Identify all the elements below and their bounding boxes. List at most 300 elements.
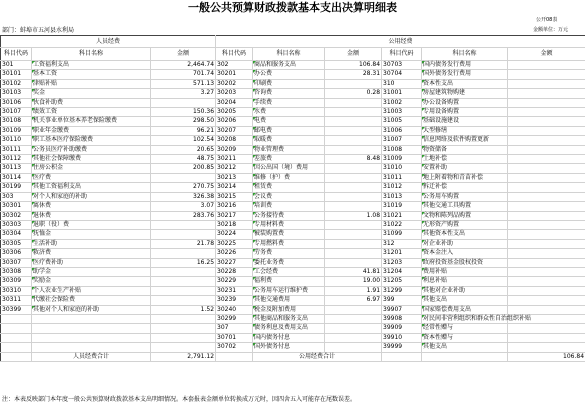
subject-name: 对民间非营利组织和群众性自治组织补贴	[423, 314, 532, 322]
table-row	[1, 126, 585, 135]
subject-code: 30207	[216, 126, 253, 135]
subject-code: 30201	[216, 70, 253, 79]
subject-name: 国内债务发行费用	[422, 61, 508, 70]
col-header-name: 科目名称	[32, 48, 151, 61]
subject-code: 30702	[216, 343, 253, 352]
subject-code: 30311	[1, 296, 32, 305]
subject-name: 专用设备购置	[422, 108, 508, 117]
subject-code: 39999	[382, 343, 422, 352]
amount: 41.81	[325, 267, 382, 276]
amount: 0.28	[325, 89, 382, 98]
amount	[325, 202, 382, 211]
subject-name: 大型修缮	[422, 126, 508, 135]
subject-name: 办公设备购置	[422, 98, 508, 107]
subject-code: 30309	[1, 277, 32, 286]
subject-name: 代缴社会保险费	[32, 296, 151, 305]
amount	[508, 192, 585, 201]
subject-name: 伙食补助费	[32, 98, 151, 107]
amount: 1.08	[325, 211, 382, 220]
amount	[508, 136, 585, 145]
subject-code: 301	[1, 61, 32, 70]
amount	[325, 343, 382, 352]
table-row	[1, 314, 585, 323]
amount: 48.75	[151, 155, 216, 164]
subject-code: 31019	[382, 202, 422, 211]
subject-name: 公务员医疗补助缴费	[32, 145, 151, 154]
amount: 19.00	[325, 277, 382, 286]
subject-code: 30106	[1, 98, 32, 107]
subject-code: 31009	[382, 155, 422, 164]
table-row	[1, 239, 585, 248]
subject-name: 培训费	[253, 202, 325, 211]
subject-name: 专用燃料费	[253, 239, 325, 248]
subject-code: 30211	[216, 155, 253, 164]
subject-code: 39908	[382, 314, 422, 323]
subject-code: 30107	[1, 108, 32, 117]
subject-code: 302	[216, 61, 253, 70]
amount	[508, 173, 585, 182]
amount	[325, 305, 382, 314]
subject-code: 303	[1, 192, 32, 201]
table-row	[1, 202, 585, 211]
amount: 200.85	[151, 164, 216, 173]
col-header-code: 科目代码	[382, 48, 422, 61]
department-label: 部门：蚌埠市五河县水利局	[2, 27, 75, 34]
amount	[508, 333, 585, 342]
subject-name: 其他商品和服务支出	[253, 314, 325, 323]
table-row	[1, 164, 585, 173]
subject-name: 退职（役）费	[32, 220, 151, 229]
subject-name: 基本工资	[32, 70, 151, 79]
subject-name: 办公费	[253, 70, 325, 79]
amount	[325, 183, 382, 192]
col-header-amount: 金额	[151, 48, 216, 61]
subject-name: 租赁费	[253, 183, 325, 192]
subject-name: 职工基本医疗保险缴费	[32, 136, 151, 145]
table-row	[1, 343, 585, 352]
subject-name: 其他交通工具购置	[422, 202, 508, 211]
subject-name: 对企业补助	[422, 239, 508, 248]
subject-code: 30305	[1, 239, 32, 248]
amount	[508, 126, 585, 135]
subject-name: 物业管理费	[253, 145, 325, 154]
subject-code: 30217	[216, 211, 253, 220]
col-header-amount: 金额	[508, 48, 585, 61]
table-row	[1, 324, 585, 333]
table-row	[1, 89, 585, 98]
subject-code: 30214	[216, 183, 253, 192]
subject-name: 商品和服务支出	[253, 61, 325, 70]
table-row	[1, 211, 585, 220]
subject-code	[1, 333, 32, 342]
amount	[508, 239, 585, 248]
amount	[151, 286, 216, 295]
subject-code: 30302	[1, 211, 32, 220]
amount: 298.50	[151, 117, 216, 126]
amount	[508, 117, 585, 126]
table-row	[1, 286, 585, 295]
subject-name: 国家赔偿费用支出	[422, 305, 508, 314]
subject-code: 30299	[216, 314, 253, 323]
subject-code: 30213	[216, 173, 253, 182]
subject-code: 31013	[382, 192, 422, 201]
subject-name: 无形资产购置	[422, 220, 508, 229]
amount: 6.97	[325, 296, 382, 305]
subject-code: 30216	[216, 202, 253, 211]
subject-code: 30307	[1, 258, 32, 267]
amount	[151, 333, 216, 342]
public-total-label: 公用经费合计	[253, 352, 382, 361]
amount	[325, 258, 382, 267]
amount	[325, 230, 382, 239]
subject-name: 机关事业单位基本养老保险缴费	[32, 117, 151, 126]
subject-code: 31005	[382, 117, 422, 126]
amount	[325, 126, 382, 135]
amount	[151, 220, 216, 229]
subject-name: 国外债务发行费用	[422, 70, 508, 79]
subject-name: 职业年金缴费	[32, 126, 151, 135]
subject-code: 30240	[216, 305, 253, 314]
subject-name: 税金及附加费用	[253, 305, 325, 314]
subject-code: 31204	[382, 267, 422, 276]
table-row	[1, 267, 585, 276]
subject-name: 其他对个人和家庭的补助	[32, 305, 151, 314]
amount	[508, 98, 585, 107]
amount	[151, 98, 216, 107]
table-row	[1, 249, 585, 258]
subject-name: 费用补贴	[422, 267, 508, 276]
subject-name: 手续费	[253, 98, 325, 107]
table-row	[1, 333, 585, 342]
subject-name: 电费	[253, 117, 325, 126]
amount	[151, 324, 216, 333]
amount	[325, 164, 382, 173]
subject-name: 劳务费	[253, 249, 325, 258]
table-row	[1, 145, 585, 154]
subject-name: 住房公积金	[32, 164, 151, 173]
table-row	[1, 61, 585, 70]
subject-name: 工会经费	[253, 267, 325, 276]
table-row	[1, 277, 585, 286]
subject-name: 拆迁补偿	[422, 183, 508, 192]
amount	[151, 173, 216, 182]
subject-code: 31099	[382, 230, 422, 239]
amount: 106.84	[325, 61, 382, 70]
subject-name: 维修（护）费	[253, 173, 325, 182]
amount: 102.54	[151, 136, 216, 145]
subject-code: 31205	[382, 277, 422, 286]
subject-code: 31022	[382, 220, 422, 229]
table-row	[1, 173, 585, 182]
amount: 21.78	[151, 239, 216, 248]
subject-code: 30303	[1, 220, 32, 229]
subject-code: 30304	[1, 230, 32, 239]
subject-name: 奖金	[32, 89, 151, 98]
subject-code: 30239	[216, 296, 253, 305]
subject-name: 奖励金	[32, 277, 151, 286]
amount	[508, 155, 585, 164]
amount	[151, 343, 216, 352]
subject-code: 30308	[1, 267, 32, 276]
amount	[151, 249, 216, 258]
subject-code: 30225	[216, 239, 253, 248]
subject-name: 医疗费	[32, 173, 151, 182]
amount: 16.25	[151, 258, 216, 267]
table-row	[1, 230, 585, 239]
subject-code: 30203	[216, 89, 253, 98]
subject-name: 公务接待费	[253, 211, 325, 220]
amount: 150.36	[151, 108, 216, 117]
column-header-row	[1, 48, 585, 61]
subject-code: 30205	[216, 108, 253, 117]
subject-code: 30113	[1, 164, 32, 173]
table-row	[1, 296, 585, 305]
col-header-code: 科目代码	[216, 48, 253, 61]
subject-name: 生活补助	[32, 239, 151, 248]
table-row	[1, 136, 585, 145]
subject-name: 资本性支出	[422, 79, 508, 88]
amount: 2,464.74	[151, 61, 216, 70]
col-header-amount: 金额	[325, 48, 382, 61]
table-row	[1, 258, 585, 267]
subject-name: 对个人和家庭的补助	[32, 192, 151, 201]
subject-name: 委托业务费	[253, 258, 325, 267]
table-row	[1, 117, 585, 126]
subject-name: 物资储备	[422, 145, 508, 154]
subject-name	[32, 333, 151, 342]
amount: 701.74	[151, 70, 216, 79]
subject-code: 30209	[216, 145, 253, 154]
subject-code	[1, 343, 32, 352]
subject-name: 其他交通费用	[253, 296, 325, 305]
amount	[325, 220, 382, 229]
subject-name: 其他支出	[422, 343, 508, 352]
amount	[508, 230, 585, 239]
subject-code: 30701	[216, 333, 253, 342]
subject-code: 30212	[216, 164, 253, 173]
subject-code: 31006	[382, 126, 422, 135]
subject-code: 31201	[382, 249, 422, 258]
subject-name: 专用材料费	[253, 220, 325, 229]
subject-name: 绩效工资	[32, 108, 151, 117]
subject-code: 31299	[382, 286, 422, 295]
amount	[151, 230, 216, 239]
subject-name: 救济费	[32, 249, 151, 258]
amount: 326.38	[151, 192, 216, 201]
amount	[508, 324, 585, 333]
amount: 571.13	[151, 79, 216, 88]
subject-code: 399	[382, 296, 422, 305]
subject-name	[32, 324, 151, 333]
subject-name: 因公出国（境）费用	[253, 164, 325, 173]
table-row	[1, 183, 585, 192]
amount	[508, 286, 585, 295]
amount	[325, 145, 382, 154]
subject-code: 30226	[216, 249, 253, 258]
amount	[508, 277, 585, 286]
amount	[508, 79, 585, 88]
col-header-name: 科目名称	[253, 48, 325, 61]
table-row	[1, 155, 585, 164]
subject-name: 差旅费	[253, 155, 325, 164]
col-header-name: 科目名称	[422, 48, 508, 61]
subject-code: 31012	[382, 183, 422, 192]
subject-code: 310	[382, 79, 422, 88]
subject-name: 文物和陈列品购置	[422, 211, 508, 220]
subject-code: 31008	[382, 145, 422, 154]
subject-code: 39907	[382, 305, 422, 314]
subject-code: 30306	[1, 249, 32, 258]
amount	[151, 277, 216, 286]
amount	[151, 267, 216, 276]
amount	[508, 258, 585, 267]
subject-name: 利息补贴	[422, 277, 508, 286]
amount	[508, 89, 585, 98]
amount	[151, 296, 216, 305]
subject-code	[1, 314, 32, 323]
amount	[325, 173, 382, 182]
subject-code: 39909	[382, 324, 422, 333]
subject-code: 30206	[216, 117, 253, 126]
subject-code: 31002	[382, 98, 422, 107]
subject-name: 国内债务付息	[253, 333, 325, 342]
subject-code: 30110	[1, 136, 32, 145]
amount	[325, 117, 382, 126]
amount	[325, 333, 382, 342]
amount	[508, 70, 585, 79]
subject-name: 抚恤金	[32, 230, 151, 239]
table-row	[1, 70, 585, 79]
subject-code: 31007	[382, 136, 422, 145]
subject-name: 个人农业生产补贴	[32, 286, 151, 295]
subject-name: 其他支出	[422, 296, 508, 305]
subject-code: 30112	[1, 155, 32, 164]
subject-name: 国外债务付息	[253, 343, 325, 352]
amount	[508, 61, 585, 70]
subject-name	[32, 343, 151, 352]
amount: 20.65	[151, 145, 216, 154]
subject-name: 津贴补贴	[32, 79, 151, 88]
totals-row	[1, 352, 585, 361]
subject-code: 30703	[382, 61, 422, 70]
subject-code: 30208	[216, 136, 253, 145]
public-section-header: 公用经费	[216, 36, 585, 48]
amount: 28.31	[325, 70, 382, 79]
amount	[151, 314, 216, 323]
personnel-section-header: 人员经费	[1, 36, 216, 48]
subject-code: 39910	[382, 333, 422, 342]
amount: 8.48	[325, 155, 382, 164]
form-code-label: 公开08表	[536, 17, 558, 23]
footnote: 注：本表反映部门本年度一般公共预算财政拨款基本支出明细情况。本套报表金额单位转换成万元时，因四舍五入可能存在尾数误差。	[2, 396, 357, 403]
amount	[508, 145, 585, 154]
subject-name: 印刷费	[253, 79, 325, 88]
amount	[508, 183, 585, 192]
amount	[325, 108, 382, 117]
subject-code: 30204	[216, 98, 253, 107]
subject-name: 被装购置费	[253, 230, 325, 239]
subject-code: 31203	[382, 258, 422, 267]
subject-code: 30103	[1, 89, 32, 98]
subject-name: 工资福利支出	[32, 61, 151, 70]
amount	[508, 211, 585, 220]
amount	[325, 324, 382, 333]
expenditure-table	[0, 35, 585, 362]
subject-name: 债务利息及费用支出	[253, 324, 325, 333]
subject-name: 经常性赠与	[422, 324, 508, 333]
subject-code: 30215	[216, 192, 253, 201]
subject-code: 31021	[382, 211, 422, 220]
amount	[508, 108, 585, 117]
subject-code: 30224	[216, 230, 253, 239]
amount: 283.76	[151, 211, 216, 220]
col-header-code: 科目代码	[1, 48, 32, 61]
subject-name: 公务用车购置	[422, 192, 508, 201]
subject-name	[32, 314, 151, 323]
subject-name: 资本性赠与	[422, 333, 508, 342]
subject-code: 30102	[1, 79, 32, 88]
amount	[325, 192, 382, 201]
subject-name: 土地补偿	[422, 155, 508, 164]
table-row	[1, 108, 585, 117]
subject-name: 资本金注入	[422, 249, 508, 258]
subject-code: 30231	[216, 286, 253, 295]
amount	[325, 249, 382, 258]
subject-name: 房屋建筑物购建	[422, 89, 508, 98]
subject-name: 其他资本性支出	[422, 230, 508, 239]
amount: 3.07	[151, 202, 216, 211]
amount	[508, 202, 585, 211]
subject-code: 31010	[382, 164, 422, 173]
subject-code: 30202	[216, 79, 253, 88]
amount: 1.52	[151, 305, 216, 314]
subject-name: 其他对企业补助	[422, 286, 508, 295]
table-row	[1, 220, 585, 229]
subject-code: 31011	[382, 173, 422, 182]
amount	[325, 98, 382, 107]
subject-code: 30111	[1, 145, 32, 154]
amount: 96.21	[151, 126, 216, 135]
subject-code: 307	[216, 324, 253, 333]
subject-name: 福利费	[253, 277, 325, 286]
personnel-total-label: 人员经费合计	[32, 352, 151, 361]
public-total-value: 106.84	[508, 352, 585, 361]
amount	[325, 239, 382, 248]
subject-code: 30399	[1, 305, 32, 314]
amount	[325, 79, 382, 88]
table-row	[1, 98, 585, 107]
amount-unit-label: 金额单位：万元	[533, 27, 569, 33]
subject-name: 会议费	[253, 192, 325, 201]
amount	[508, 249, 585, 258]
personnel-total-value: 2,791.12	[151, 352, 216, 361]
subject-code: 30228	[216, 267, 253, 276]
subject-code: 30218	[216, 220, 253, 229]
subject-code: 30109	[1, 126, 32, 135]
subject-code: 31003	[382, 108, 422, 117]
amount: 1.91	[325, 286, 382, 295]
subject-name: 水费	[253, 108, 325, 117]
subject-code: 312	[382, 239, 422, 248]
subject-name: 基础设施建设	[422, 117, 508, 126]
subject-name: 其他工资福利支出	[32, 183, 151, 192]
subject-code: 30229	[216, 277, 253, 286]
subject-name: 邮电费	[253, 126, 325, 135]
table-row	[1, 192, 585, 201]
subject-code: 30101	[1, 70, 32, 79]
amount	[325, 136, 382, 145]
subject-name: 咨询费	[253, 89, 325, 98]
